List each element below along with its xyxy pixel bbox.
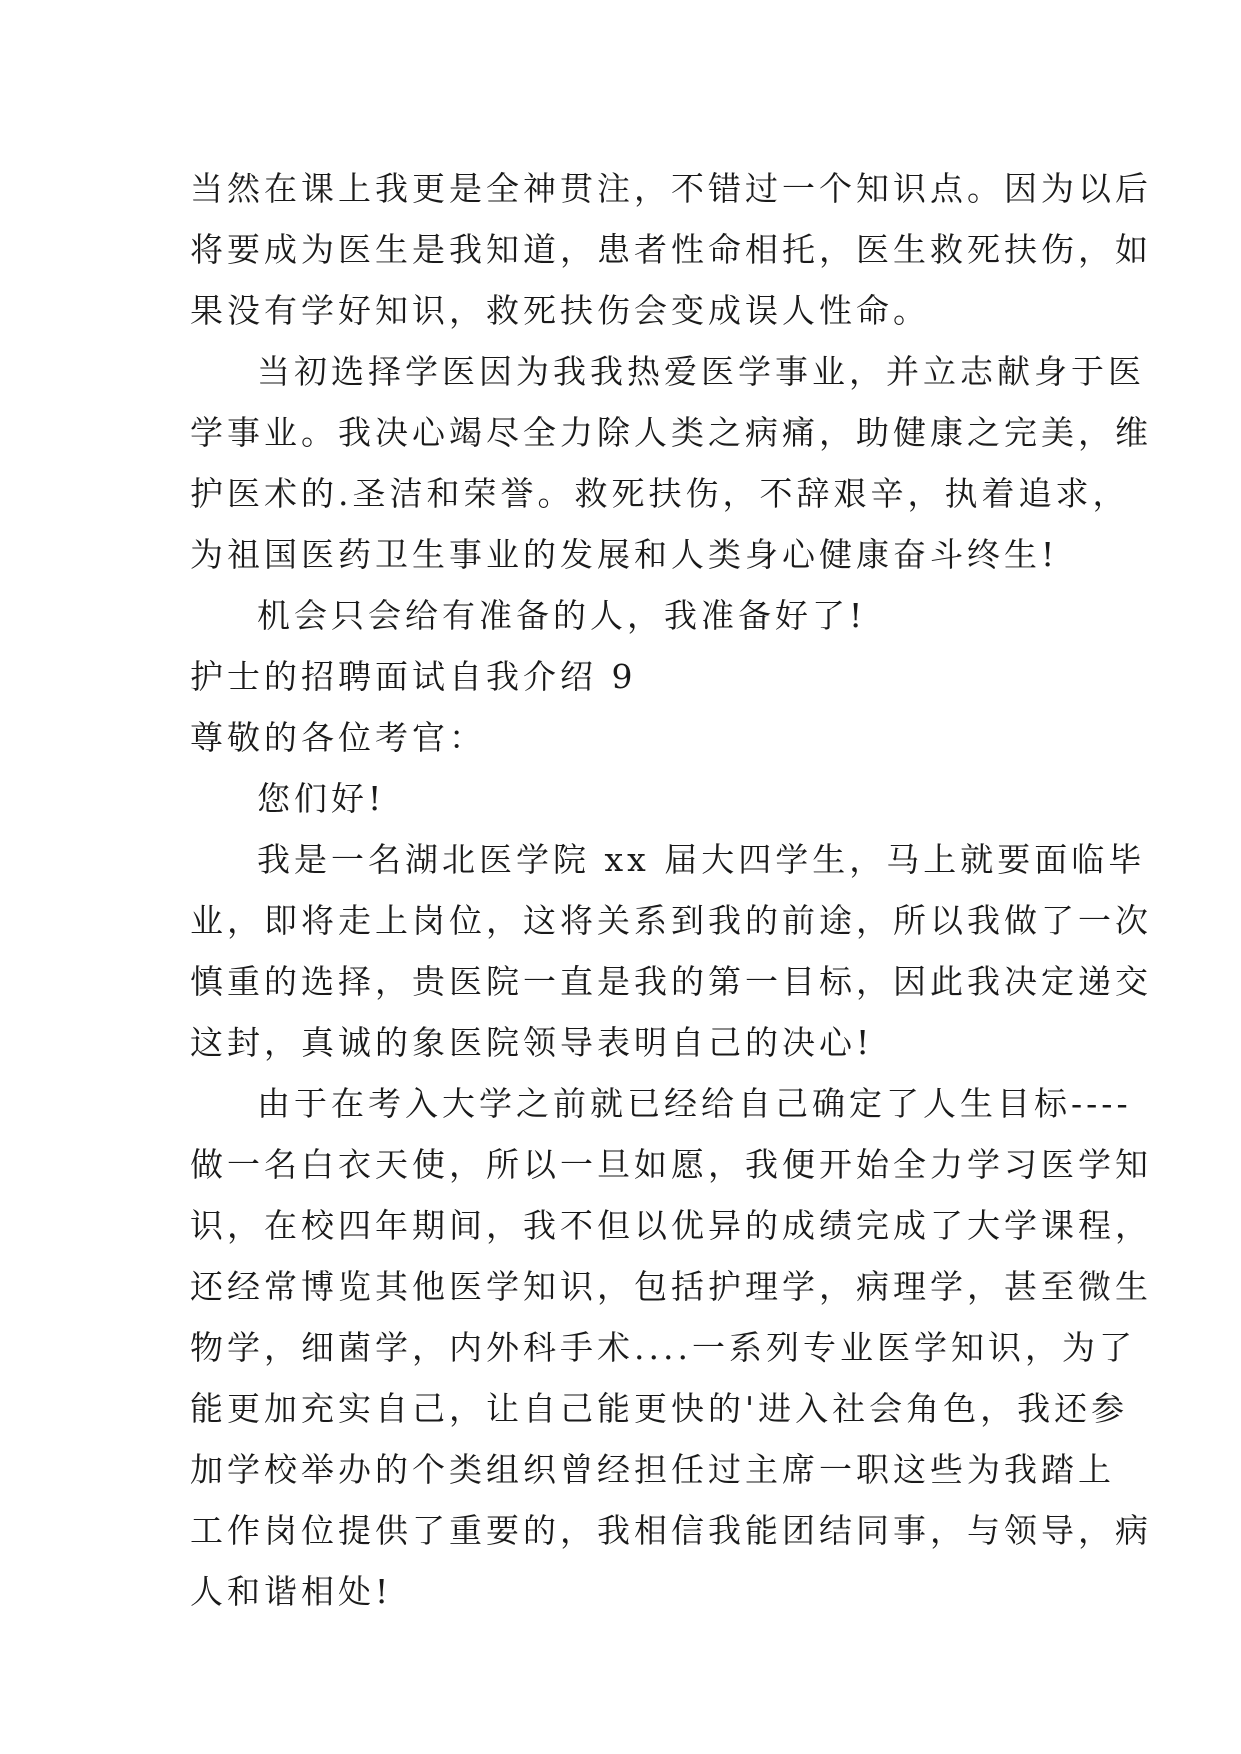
text-line: 机会只会给有准备的人，我准备好了! [257, 596, 867, 635]
section-heading: 护士的招聘面试自我介绍 9 [190, 657, 637, 696]
text-line: 人和谐相处! [190, 1572, 393, 1611]
text-line: 慎重的选择，贵医院一直是我的第一目标，因此我决定递交 [190, 962, 1152, 1001]
text-line: 将要成为医生是我知道，患者性命相托，医生救死扶伤，如 [190, 230, 1152, 269]
text-line: 护医术的.圣洁和荣誉。救死扶伤，不辞艰辛，执着追求， [190, 474, 1130, 513]
text-line: 识，在校四年期间，我不但以优异的成绩完成了大学课程， [190, 1206, 1152, 1245]
text-line: 工作岗位提供了重要的，我相信我能团结同事，与领导，病 [190, 1511, 1152, 1550]
text-line: 当然在课上我更是全神贯注，不错过一个知识点。因为以后 [190, 169, 1152, 208]
document-body [190, 158, 1152, 1622]
text-line: 当初选择学医因为我我热爱医学事业，并立志献身于医 [257, 352, 1145, 391]
text-line: 学事业。我决心竭尽全力除人类之病痛，助健康之完美，维 [190, 413, 1152, 452]
text-line: 能更加充实自己，让自己能更快的'进入社会角色，我还参 [190, 1389, 1129, 1428]
text-line: 加学校举办的个类组织曾经担任过主席一职这些为我踏上 [190, 1450, 1115, 1489]
text-line: 做一名白衣天使，所以一旦如愿，我便开始全力学习医学知 [190, 1145, 1152, 1184]
greeting: 您们好! [257, 779, 386, 818]
text-line: 这封，真诚的象医院领导表明自己的决心! [190, 1023, 874, 1062]
text-line: 由于在考入大学之前就已经给自己确定了人生目标---- [257, 1084, 1132, 1123]
text-line: 为祖国医药卫生事业的发展和人类身心健康奋斗终生! [190, 535, 1059, 574]
text-line: 果没有学好知识，救死扶伤会变成误人性命。 [190, 291, 930, 330]
text-line: 我是一名湖北医学院 xx 届大四学生，马上就要面临毕 [257, 840, 1146, 879]
text-line: 业，即将走上岗位，这将关系到我的前途，所以我做了一次 [190, 901, 1152, 940]
text-line: 还经常博览其他医学知识，包括护理学，病理学，甚至微生 [190, 1267, 1152, 1306]
text-line: 物学，细菌学，内外科手术....一系列专业医学知识，为了 [190, 1328, 1136, 1367]
salutation: 尊敬的各位考官： [190, 718, 486, 757]
